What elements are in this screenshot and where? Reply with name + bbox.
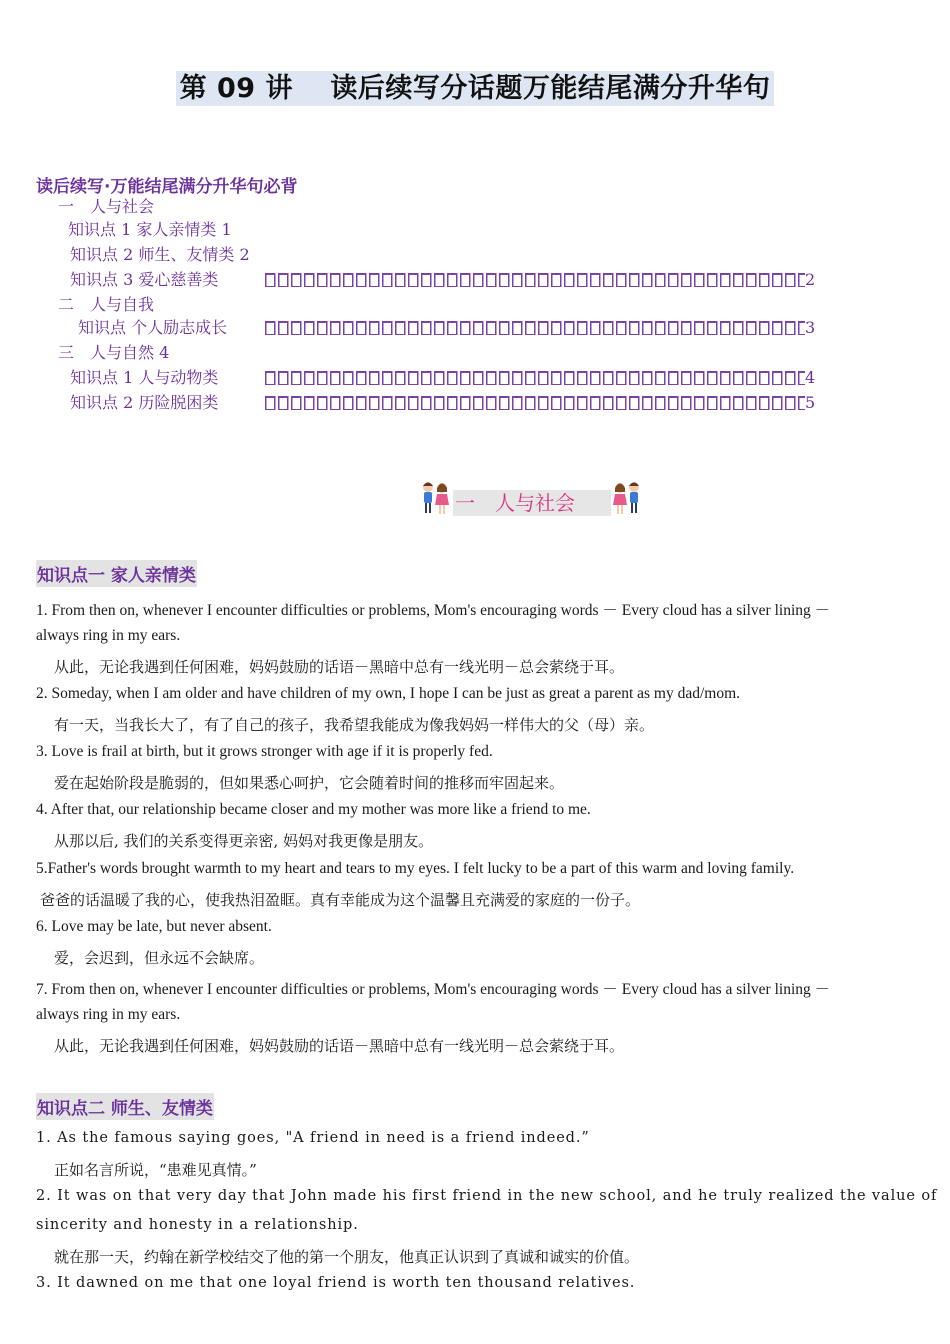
sentence-en: 2. Someday, when I am older and have children of my own, I hope I can be just as great a parent as my dad/mom. bbox=[36, 685, 741, 702]
sentence-en: 5.Father's words brought warmth to my heart and tears to my eyes. I felt lucky to be a part of this warm and loving family. bbox=[36, 860, 795, 877]
sentence-en: 1. From then on, whenever I encounter difficulties or problems, Mom's encouraging words － Every cloud has a silver lining － bbox=[36, 602, 831, 619]
toc-leader-dots bbox=[265, 273, 805, 287]
sentence-en: 2. It was on that very day that John made his first friend in the new school, and he truly realized the value of bbox=[36, 1188, 938, 1204]
toc-entry-label: 二 人与自我 bbox=[58, 295, 155, 314]
toc-leader-dots bbox=[265, 321, 805, 335]
page-title bbox=[0, 66, 950, 105]
toc-leader-dots bbox=[265, 396, 805, 410]
toc-leader-dots bbox=[265, 371, 805, 385]
sentence-en: 6. Love may be late, but never absent. bbox=[36, 918, 272, 935]
toc-entry-label: 三 人与自然 4 bbox=[58, 343, 170, 362]
toc-entry[interactable] bbox=[0, 392, 950, 414]
toc-entry-label: 知识点 2 师生、友情类 2 bbox=[70, 245, 250, 264]
sentence-en: always ring in my ears. bbox=[36, 627, 181, 644]
toc-entry-label: 知识点 3 爱心慈善类 bbox=[70, 270, 219, 289]
sentence-en: 3. It dawned on me that one loyal friend is worth ten thousand relatives. bbox=[36, 1275, 636, 1291]
toc-entry[interactable] bbox=[0, 269, 950, 291]
sentence-cn: 有一天，当我长大了，有了自己的孩子，我希望我能成为像我妈妈一样伟大的父（母）亲。 bbox=[54, 716, 655, 734]
sentence-en: 3. Love is frail at birth, but it grows stronger with age if it is properly fed. bbox=[36, 743, 493, 760]
sentence-cn: 就在那一天，约翰在新学校结交了他的第一个朋友，他真正认识到了真诚和诚实的价值。 bbox=[54, 1248, 640, 1266]
toc-page-number: 5 bbox=[805, 393, 816, 412]
toc-entry-label: 一 人与社会 bbox=[58, 197, 155, 216]
sentence-en: 7. From then on, whenever I encounter difficulties or problems, Mom's encouraging words － Every cloud has a silver lining － bbox=[36, 981, 831, 998]
sentence-cn: 爱在起始阶段是脆弱的，但如果悉心呵护，它会随着时间的推移而牢固起来。 bbox=[54, 774, 565, 792]
sentence-cn: 爸爸的话温暖了我的心，使我热泪盈眶。真有幸能成为这个温馨且充满爱的家庭的一份子。 bbox=[40, 891, 641, 909]
sentence-en: 4. After that, our relationship became closer and my mother was more like a friend to me. bbox=[36, 801, 591, 818]
sentence-cn: 从那以后, 我们的关系变得更亲密, 妈妈对我更像是朋友。 bbox=[54, 832, 434, 850]
section-banner-title: 一 人与社会 bbox=[453, 490, 611, 516]
sentence-en: 1. As the famous saying goes, "A friend in need is a friend indeed.” bbox=[36, 1130, 590, 1146]
sentence-en: always ring in my ears. bbox=[36, 1006, 181, 1023]
toc-page-number: 2 bbox=[805, 270, 816, 289]
toc-page-number: 3 bbox=[805, 318, 816, 337]
toc-entry[interactable] bbox=[0, 367, 950, 389]
toc-page-number: 4 bbox=[805, 368, 816, 387]
toc-entry-label: 知识点 个人励志成长 bbox=[78, 318, 228, 337]
kids-clipart-icon bbox=[418, 480, 452, 516]
sentence-cn: 爱，会迟到，但永远不会缺席。 bbox=[54, 949, 265, 967]
toc-entry-label: 知识点 1 家人亲情类 1 bbox=[68, 220, 232, 239]
sentence-cn: 正如名言所说，“患难见真情。” bbox=[54, 1161, 257, 1179]
toc-heading: 读后续写·万能结尾满分升华句必背 bbox=[36, 177, 298, 197]
toc-entry-label: 知识点 2 历险脱困类 bbox=[70, 393, 219, 412]
sentence-en: sincerity and honesty in a relationship. bbox=[36, 1217, 359, 1233]
knowledge-point-heading: 知识点一 家人亲情类 bbox=[36, 560, 197, 587]
sentence-cn: 从此，无论我遇到任何困难，妈妈鼓励的话语－黑暗中总有一线光明－总会萦绕于耳。 bbox=[54, 658, 625, 676]
sentence-cn: 从此，无论我遇到任何困难，妈妈鼓励的话语－黑暗中总有一线光明－总会萦绕于耳。 bbox=[54, 1037, 625, 1055]
kids-clipart-icon bbox=[610, 480, 644, 516]
toc-entry-label: 知识点 1 人与动物类 bbox=[70, 368, 219, 387]
page-title-text: 第 09 讲 读后续写分话题万能结尾满分升华句 bbox=[176, 71, 775, 106]
knowledge-point-heading: 知识点二 师生、友情类 bbox=[36, 1093, 214, 1120]
toc-entry[interactable] bbox=[0, 317, 950, 339]
